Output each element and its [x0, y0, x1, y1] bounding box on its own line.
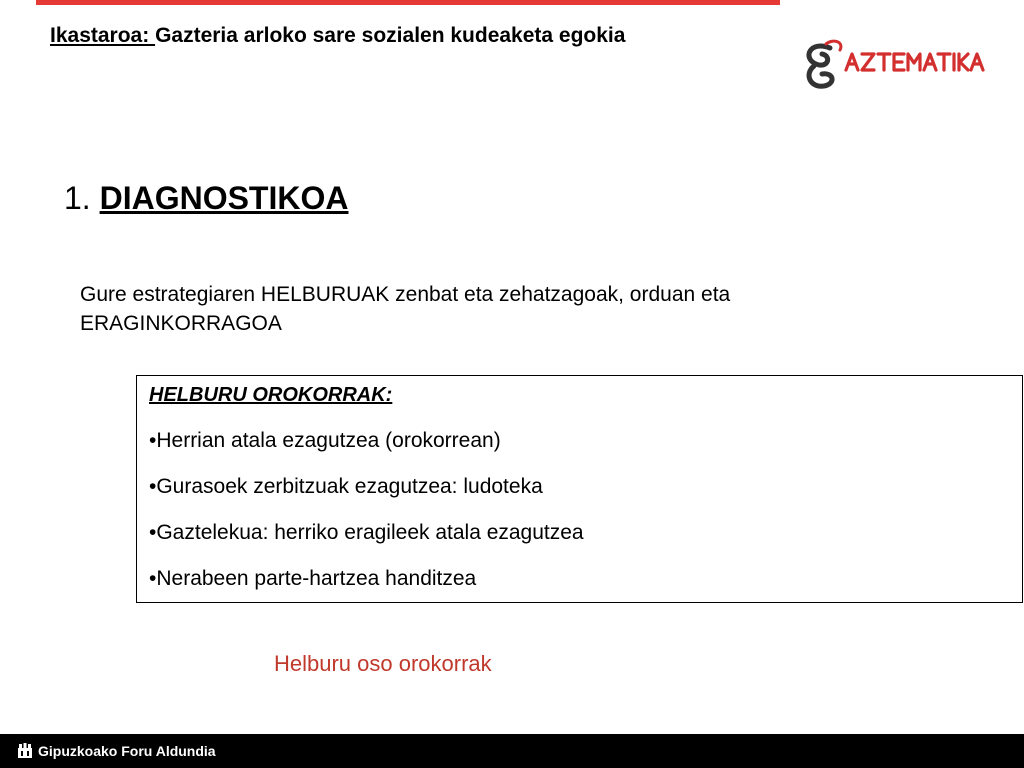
intro-paragraph: Gure estrategiaren HELBURUAK zenbat eta zehatzagoak, orduan eta ERAGINKORRAGOA: [80, 283, 731, 335]
goals-box: [136, 375, 1023, 603]
footer-org-name: Gipuzkoako Foru Aldundia: [38, 743, 216, 759]
goal-item: •Nerabeen parte-hartzea handitzea: [149, 567, 477, 590]
course-name: Gazteria arloko sare sozialen kudeaketa egokia: [155, 24, 626, 47]
top-accent-bar: [36, 0, 780, 5]
section-number: 1.: [64, 180, 100, 216]
footer-bar: [0, 734, 1024, 768]
course-label: Ikastaroa:: [50, 24, 156, 47]
section-title: DIAGNOSTIKOA: [99, 180, 349, 216]
note-text: Helburu oso orokorrak: [274, 651, 492, 676]
goals-title: HELBURU OROKORRAK:: [149, 384, 393, 406]
coat-of-arms-icon: [16, 742, 34, 760]
course-title: [50, 24, 625, 48]
goal-item: •Gaztelekua: herriko eragileek atala ezagutzea: [149, 521, 584, 544]
goal-item: •Gurasoek zerbitzuak ezagutzea: ludoteka: [149, 475, 543, 498]
section-heading: [64, 180, 348, 217]
gaztematika-logo: [800, 36, 990, 96]
goal-item: •Herrian atala ezagutzea (orokorrean): [149, 429, 501, 452]
